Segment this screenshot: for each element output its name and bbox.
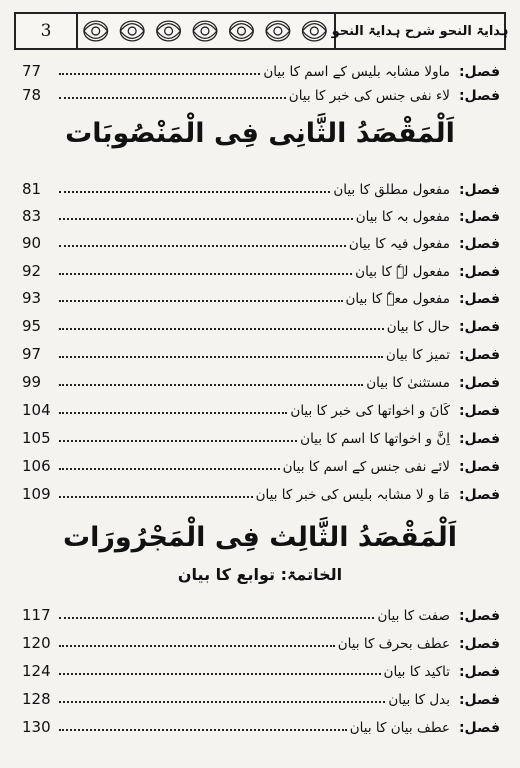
entry-title: تاکید کا بیان [383,664,450,680]
toc-entry [22,339,500,363]
entry-page: 130 [22,718,51,736]
entry-title: مَا و لا مشابہ بلیس کی خبر کا بیان [255,487,450,503]
toc-entry [22,600,500,624]
entry-title: صفت کا بیان [377,608,450,624]
leader-dots [59,96,286,99]
entry-page: 78 [22,86,42,104]
toc-entry [22,256,500,280]
entry-page: 81 [22,180,42,198]
entry-label: فصل: [458,720,500,736]
entry-label: فصل: [458,182,500,198]
leader-dots [59,467,280,470]
leader-dots [59,190,330,193]
toc-entry [22,311,500,335]
toc-entry [22,80,500,104]
entry-page: 124 [22,662,51,680]
entry-title: عطف بیان کا بیان [349,720,450,736]
entry-title: حال کا بیان [386,319,450,335]
leader-dots [59,244,346,247]
leader-dots [59,672,381,675]
entry-title: مستثنیٰ کا بیان [366,375,450,391]
entry-label: فصل: [458,608,500,624]
entry-page: 104 [22,401,51,419]
floral-ornament-border [78,14,334,48]
toc-entry [22,684,500,708]
entry-title: عطف بحرف کا بیان [337,636,450,652]
entry-label: فصل: [458,264,500,280]
subheading-khatima: الخاتمۃ: توابع کا بیان [177,565,343,584]
leader-dots [59,700,385,703]
toc-entry [22,228,500,252]
entry-title: مفعول مطلق کا بیان [333,182,450,198]
page-number: 3 [16,14,78,48]
book-title: ہدایۃ النحو شرح ہدایۃ النحو [334,14,504,48]
entry-label: فصل: [458,636,500,652]
entry-title: مفعول لہٗ کا بیان [355,264,450,280]
entry-page: 92 [22,262,42,280]
toc-entry [22,451,500,475]
toc-entry [22,201,500,225]
toc-entry [22,628,500,652]
leader-dots [59,299,343,302]
entry-page: 90 [22,234,42,252]
leader-dots [59,327,384,330]
toc-entry [22,367,500,391]
toc-entry [22,712,500,736]
entry-title: مفعول فیہ کا بیان [348,236,450,252]
toc-entry [22,283,500,307]
entry-title: کَانَ و اخواتھا کی خبر کا بیان [290,403,450,419]
entry-label: فصل: [458,64,500,80]
toc-entry [22,423,500,447]
toc-entry [22,479,500,503]
leader-dots [59,728,347,731]
leader-dots [59,495,253,498]
section-heading-mansubat: اَلْمَقْصَدُ الثَّانِی فِی الْمَنْصُوبَات [65,118,455,149]
entry-label: فصل: [458,209,500,225]
entry-title: لائے نفی جنس کے اسم کا بیان [282,459,450,475]
entry-title: بدل کا بیان [388,692,450,708]
entry-label: فصل: [458,375,500,391]
leader-dots [59,616,374,619]
entry-label: فصل: [458,664,500,680]
toc-entry [22,174,500,198]
entry-title: ماولا مشابہ بلیس کے اسم کا بیان [263,64,450,80]
section-heading-majrurat: اَلْمَقْصَدُ الثَّالِث فِی الْمَجْرُورَات [62,522,458,553]
entry-page: 105 [22,429,51,447]
entry-label: فصل: [458,291,500,307]
entry-page: 93 [22,289,42,307]
entry-page: 106 [22,457,51,475]
entry-label: فصل: [458,319,500,335]
leader-dots [59,272,352,275]
toc-entry [22,395,500,419]
entry-page: 120 [22,634,51,652]
entry-page: 83 [22,207,42,225]
leader-dots [59,72,260,75]
entry-label: فصل: [458,347,500,363]
leader-dots [59,217,353,220]
entry-title: مفعول بہ کا بیان [355,209,450,225]
entry-page: 77 [22,62,42,80]
entry-label: فصل: [458,459,500,475]
entry-label: فصل: [458,236,500,252]
leader-dots [59,383,363,386]
entry-page: 128 [22,690,51,708]
entry-page: 117 [22,606,51,624]
entry-page: 109 [22,485,51,503]
toc-entry [22,56,500,80]
entry-label: فصل: [458,431,500,447]
toc-entry [22,656,500,680]
entry-title: اِنَّ و اخواتھا کا اسم کا بیان [300,431,450,447]
entry-page: 97 [22,345,42,363]
page-header [14,12,509,50]
leader-dots [59,644,335,647]
leader-dots [59,411,287,414]
entry-label: فصل: [458,88,500,104]
leader-dots [59,439,297,442]
entry-title: لاء نفی جنس کی خبر کا بیان [288,88,450,104]
entry-label: فصل: [458,403,500,419]
entry-page: 99 [22,373,42,391]
entry-label: فصل: [458,692,500,708]
entry-title: مفعول معہٗ کا بیان [345,291,450,307]
leader-dots [59,355,383,358]
entry-label: فصل: [458,487,500,503]
entry-page: 95 [22,317,42,335]
entry-title: تمیز کا بیان [385,347,450,363]
